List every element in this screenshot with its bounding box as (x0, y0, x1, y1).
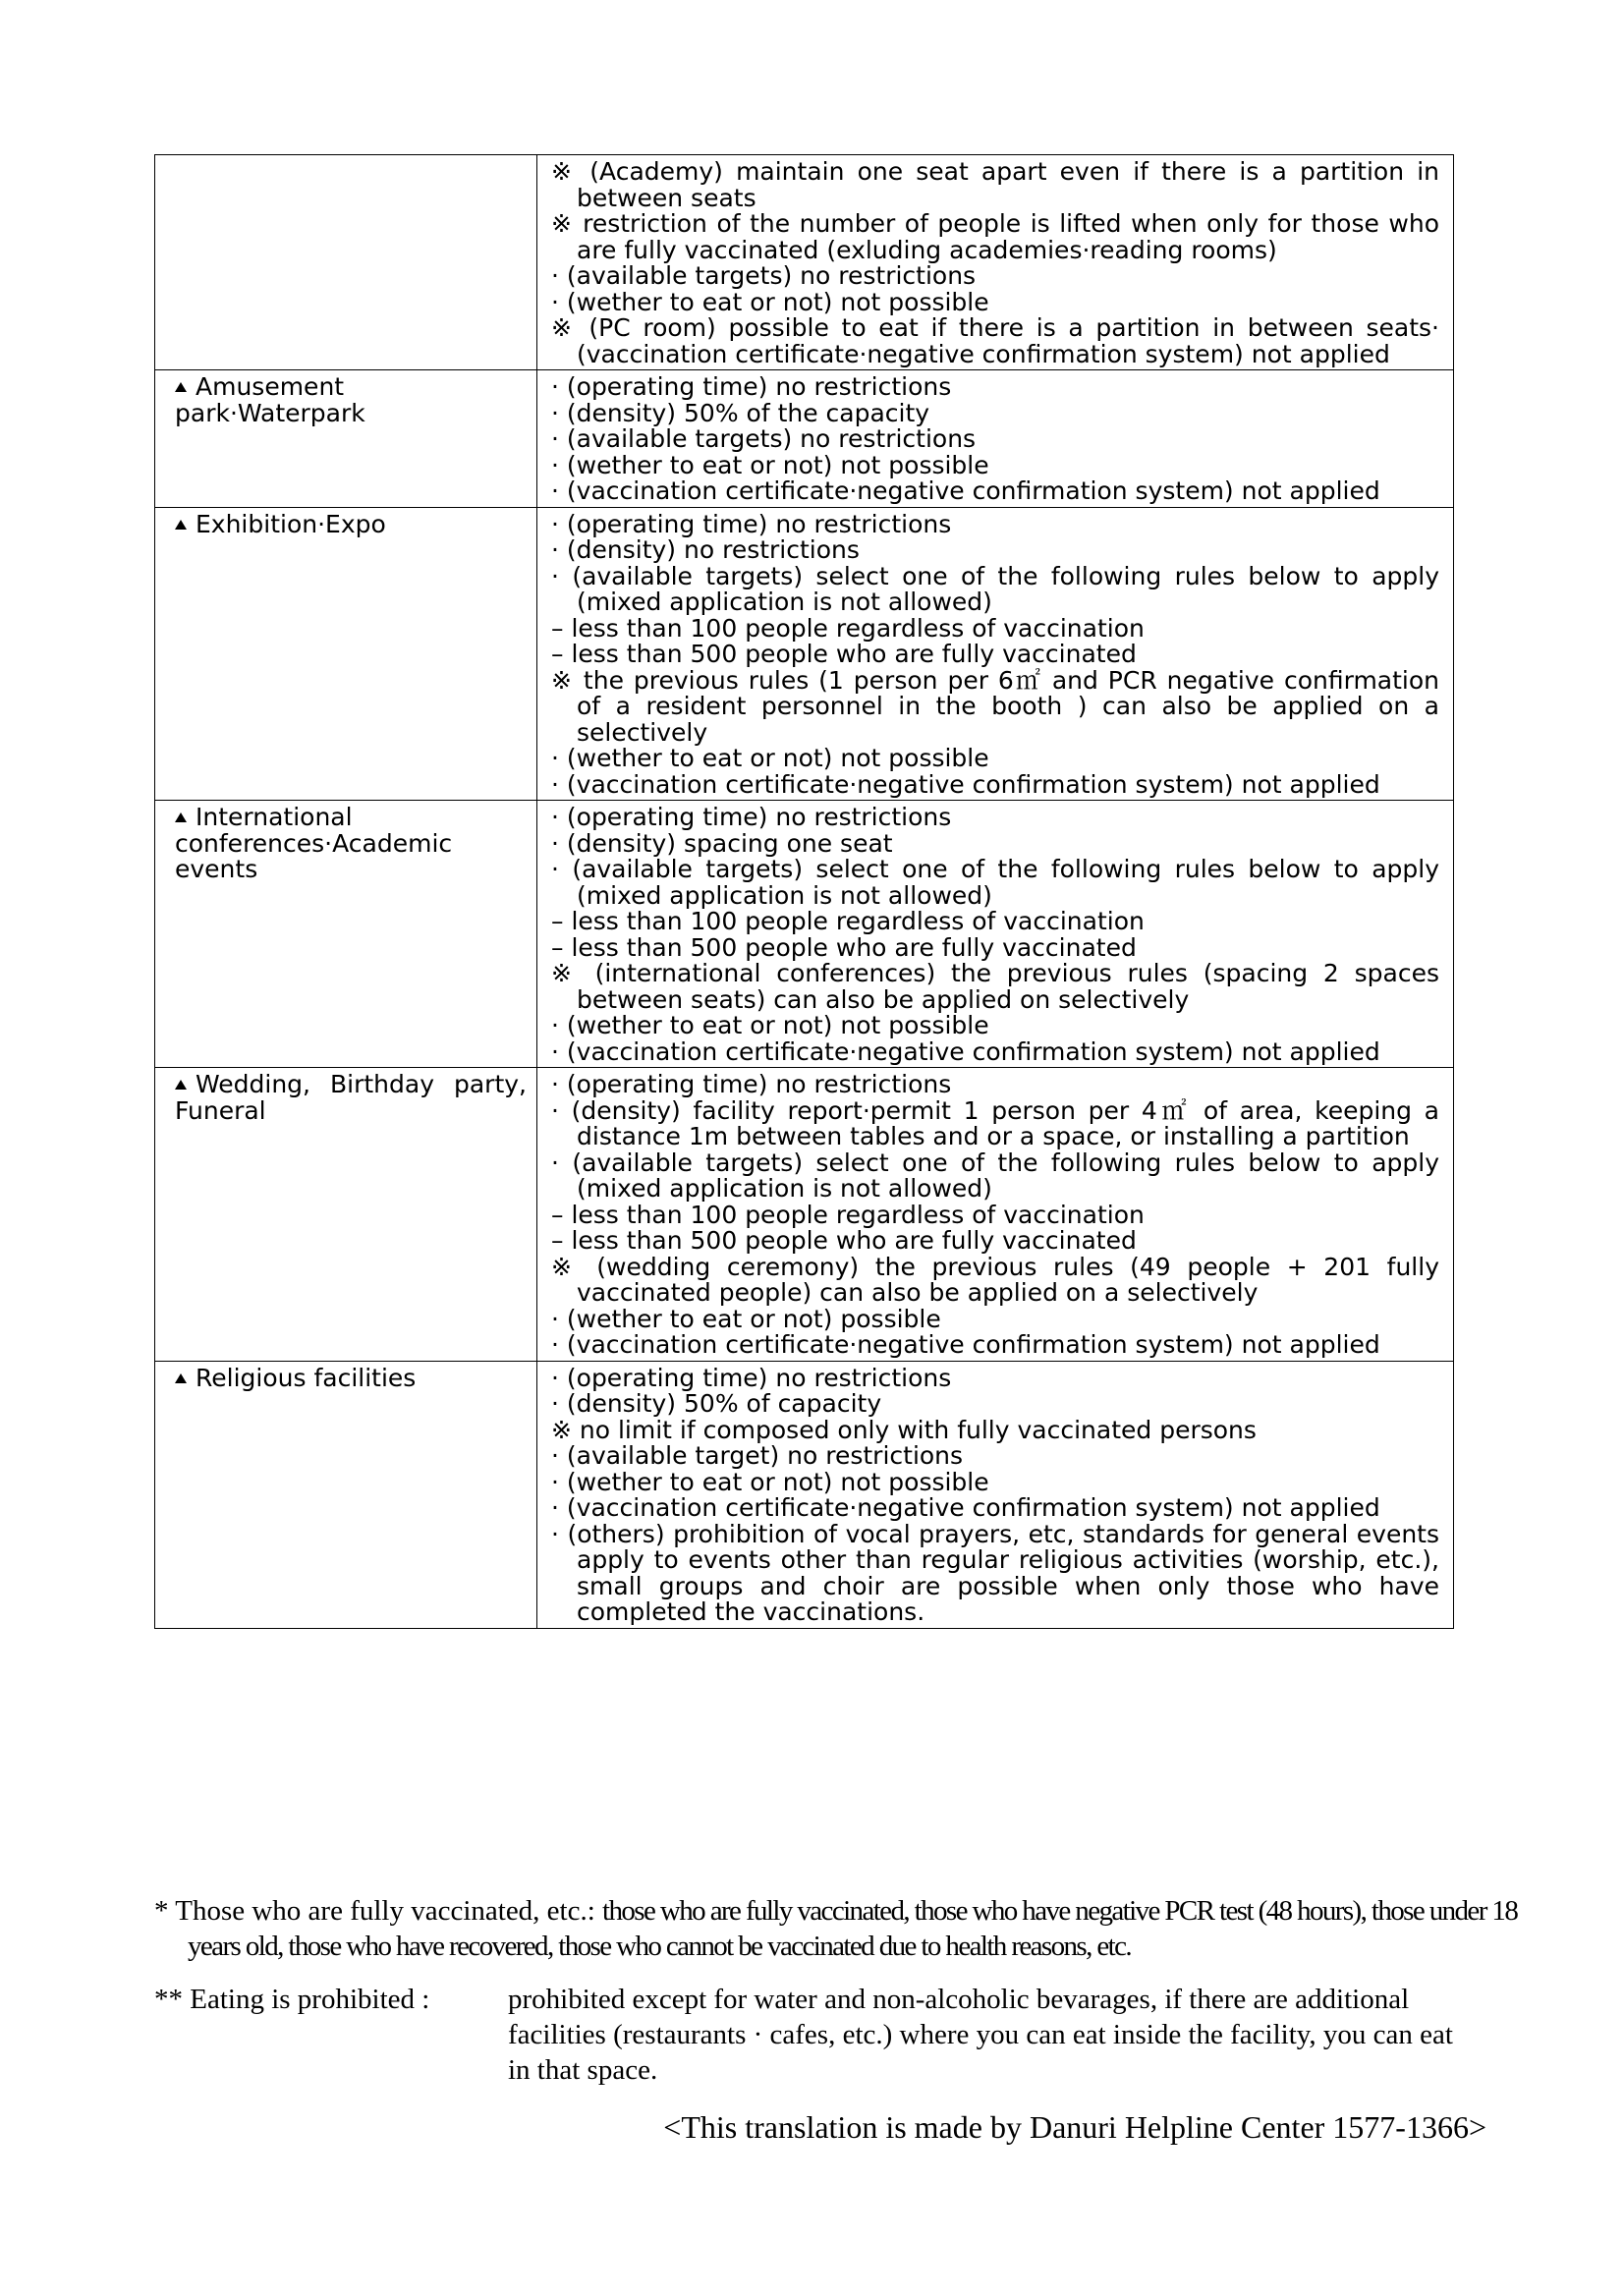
rules-cell (537, 801, 1454, 1068)
category-text: Wedding, Birthday party, Funeral (175, 1070, 527, 1125)
category-cell (155, 370, 537, 508)
translation-credit: <This translation is made by Danuri Helpline Center 1577-1366> (663, 2109, 1486, 2145)
category-label (175, 1072, 527, 1124)
rules-cell (537, 370, 1454, 508)
rules-row (155, 801, 1454, 1068)
category-label (175, 805, 527, 883)
rules-cell (537, 507, 1454, 801)
rule-line: · (available targets) no restrictions (551, 261, 977, 290)
rule-line: · (operating time) no restrictions (551, 1363, 952, 1392)
category-label (175, 374, 527, 426)
rule-line: · (available target) no restrictions (551, 1441, 964, 1470)
rule-line: · (vaccination certificate·negative confirmation system) not applied (551, 1330, 1380, 1359)
rules-row (155, 1361, 1454, 1628)
triangle-bullet-icon (175, 812, 187, 822)
rules-cell (537, 155, 1454, 370)
rule-line: · (wether to eat or not) not possible (551, 1467, 989, 1496)
rule-line: · (others) prohibition of vocal prayers, etc, standards for general events apply to events other than regular religious activities (worship, etc.), small groups and choir are possible when only those who have completed the vaccinations. (551, 1519, 1439, 1626)
triangle-bullet-icon (175, 1080, 187, 1090)
rule-line: – less than 500 people who are fully vaccinated (551, 1226, 1137, 1255)
category-text: Amusement park·Waterpark (175, 372, 365, 427)
rule-line: · (wether to eat or not) not possible (551, 450, 989, 479)
rules-cell (537, 1068, 1454, 1362)
rule-line: · (wether to eat or not) possible (551, 1304, 941, 1333)
rules-row (155, 1068, 1454, 1362)
rule-line: · (operating time) no restrictions (551, 372, 952, 401)
footnote-eating-body: prohibited except for water and non-alcoholic bevarages, if there are additional facilities (restaurants · cafes, etc.) where you can eat inside the facility, you can eat in that space. (508, 1984, 1453, 2086)
rule-line: – less than 500 people who are fully vaccinated (551, 932, 1137, 962)
rule-line: · (wether to eat or not) not possible (551, 1011, 989, 1039)
rule-line: · (vaccination certificate·negative confirmation system) not applied (551, 1036, 1380, 1066)
category-text: Exhibition·Expo (196, 509, 386, 538)
category-label (175, 509, 527, 538)
rule-line: · (wether to eat or not) not possible (551, 287, 989, 316)
rule-line: ※ no limit if composed only with fully vaccinated persons (551, 1415, 1257, 1444)
rule-line: · (density) no restrictions (551, 535, 860, 564)
rule-line: ※ restriction of the number of people is lifted when only for those who are fully vaccinated (exluding academies·reading rooms) (551, 209, 1439, 264)
rule-line: ※ (PC room) possible to eat if there is a partition in between seats· (vaccination certificate·negative confirmation system) not applied (551, 313, 1439, 368)
rule-line: – less than 100 people regardless of vaccination (551, 907, 1145, 935)
rules-table-body (155, 155, 1454, 1629)
rule-line: ※ (international conferences) the previous rules (spacing 2 spaces between seats) can also be applied on selectively (551, 959, 1439, 1014)
rule-line: · (density) spacing one seat (551, 828, 893, 858)
category-text: International conferences·Academic events (175, 803, 453, 883)
category-cell (155, 801, 537, 1068)
footnote-fully-vaccinated-body: those who are fully vaccinated, those who have negative PCR test (48 hours), those under 18 years old, those who have recovered, those who cannot be vaccinated due to health reasons, etc. (188, 1895, 1518, 1962)
rule-line: · (density) 50% of capacity (551, 1389, 882, 1418)
triangle-bullet-icon (175, 520, 187, 530)
rules-row (155, 155, 1454, 370)
triangle-bullet-icon (175, 1373, 187, 1383)
rule-line: · (vaccination certificate·negative confirmation system) not applied (551, 1493, 1380, 1522)
rule-line: ※ (Academy) maintain one seat apart even if there is a partition in between seats (551, 157, 1439, 212)
rule-line: · (available targets) no restrictions (551, 424, 977, 453)
rules-row (155, 507, 1454, 801)
rule-line: – less than 100 people regardless of vaccination (551, 613, 1145, 643)
rule-line: · (wether to eat or not) not possible (551, 744, 989, 772)
category-cell (155, 155, 537, 370)
rule-line: · (available targets) select one of the following rules below to apply (mixed application is not allowed) (551, 1148, 1439, 1203)
footnote-eating-label: ** Eating is prohibited : (154, 1984, 430, 2015)
rule-line: · (vaccination certificate·negative confirmation system) not applied (551, 769, 1380, 799)
rule-line: ※ (wedding ceremony) the previous rules (49 people + 201 fully vaccinated people) can also be applied on a selectively (551, 1252, 1439, 1307)
rule-line: – less than 500 people who are fully vaccinated (551, 640, 1137, 668)
category-cell (155, 507, 537, 801)
rules-row (155, 370, 1454, 508)
rules-cell (537, 1361, 1454, 1628)
rules-table (154, 154, 1454, 1629)
rule-line: · (density) facility report·permit 1 person per 4㎡ of area, keeping a distance 1m between tables and or a space, or installing a partition (551, 1095, 1439, 1150)
footnote-fully-vaccinated-lead: * Those who are fully vaccinated, etc.: (154, 1895, 595, 1927)
category-text: Religious facilities (196, 1363, 417, 1392)
category-label (175, 1363, 527, 1392)
rule-line: ※ the previous rules (1 person per 6㎡ and PCR negative confirmation of a resident personnel in the booth ) can also be applied on a selectively (551, 665, 1439, 747)
rule-line: · (operating time) no restrictions (551, 1070, 952, 1098)
category-cell (155, 1361, 537, 1628)
rule-line: · (operating time) no restrictions (551, 803, 952, 831)
footnote-fully-vaccinated (154, 1893, 1524, 1964)
rule-line: · (density) 50% of the capacity (551, 398, 930, 427)
category-cell (155, 1068, 537, 1362)
rule-line: · (available targets) select one of the following rules below to apply (mixed application is not allowed) (551, 855, 1439, 910)
rule-line: · (available targets) select one of the following rules below to apply (mixed application is not allowed) (551, 561, 1439, 616)
triangle-bullet-icon (175, 382, 187, 392)
rule-line: – less than 100 people regardless of vaccination (551, 1200, 1145, 1229)
rule-line: · (operating time) no restrictions (551, 509, 952, 538)
rule-line: · (vaccination certificate·negative confirmation system) not applied (551, 476, 1380, 505)
